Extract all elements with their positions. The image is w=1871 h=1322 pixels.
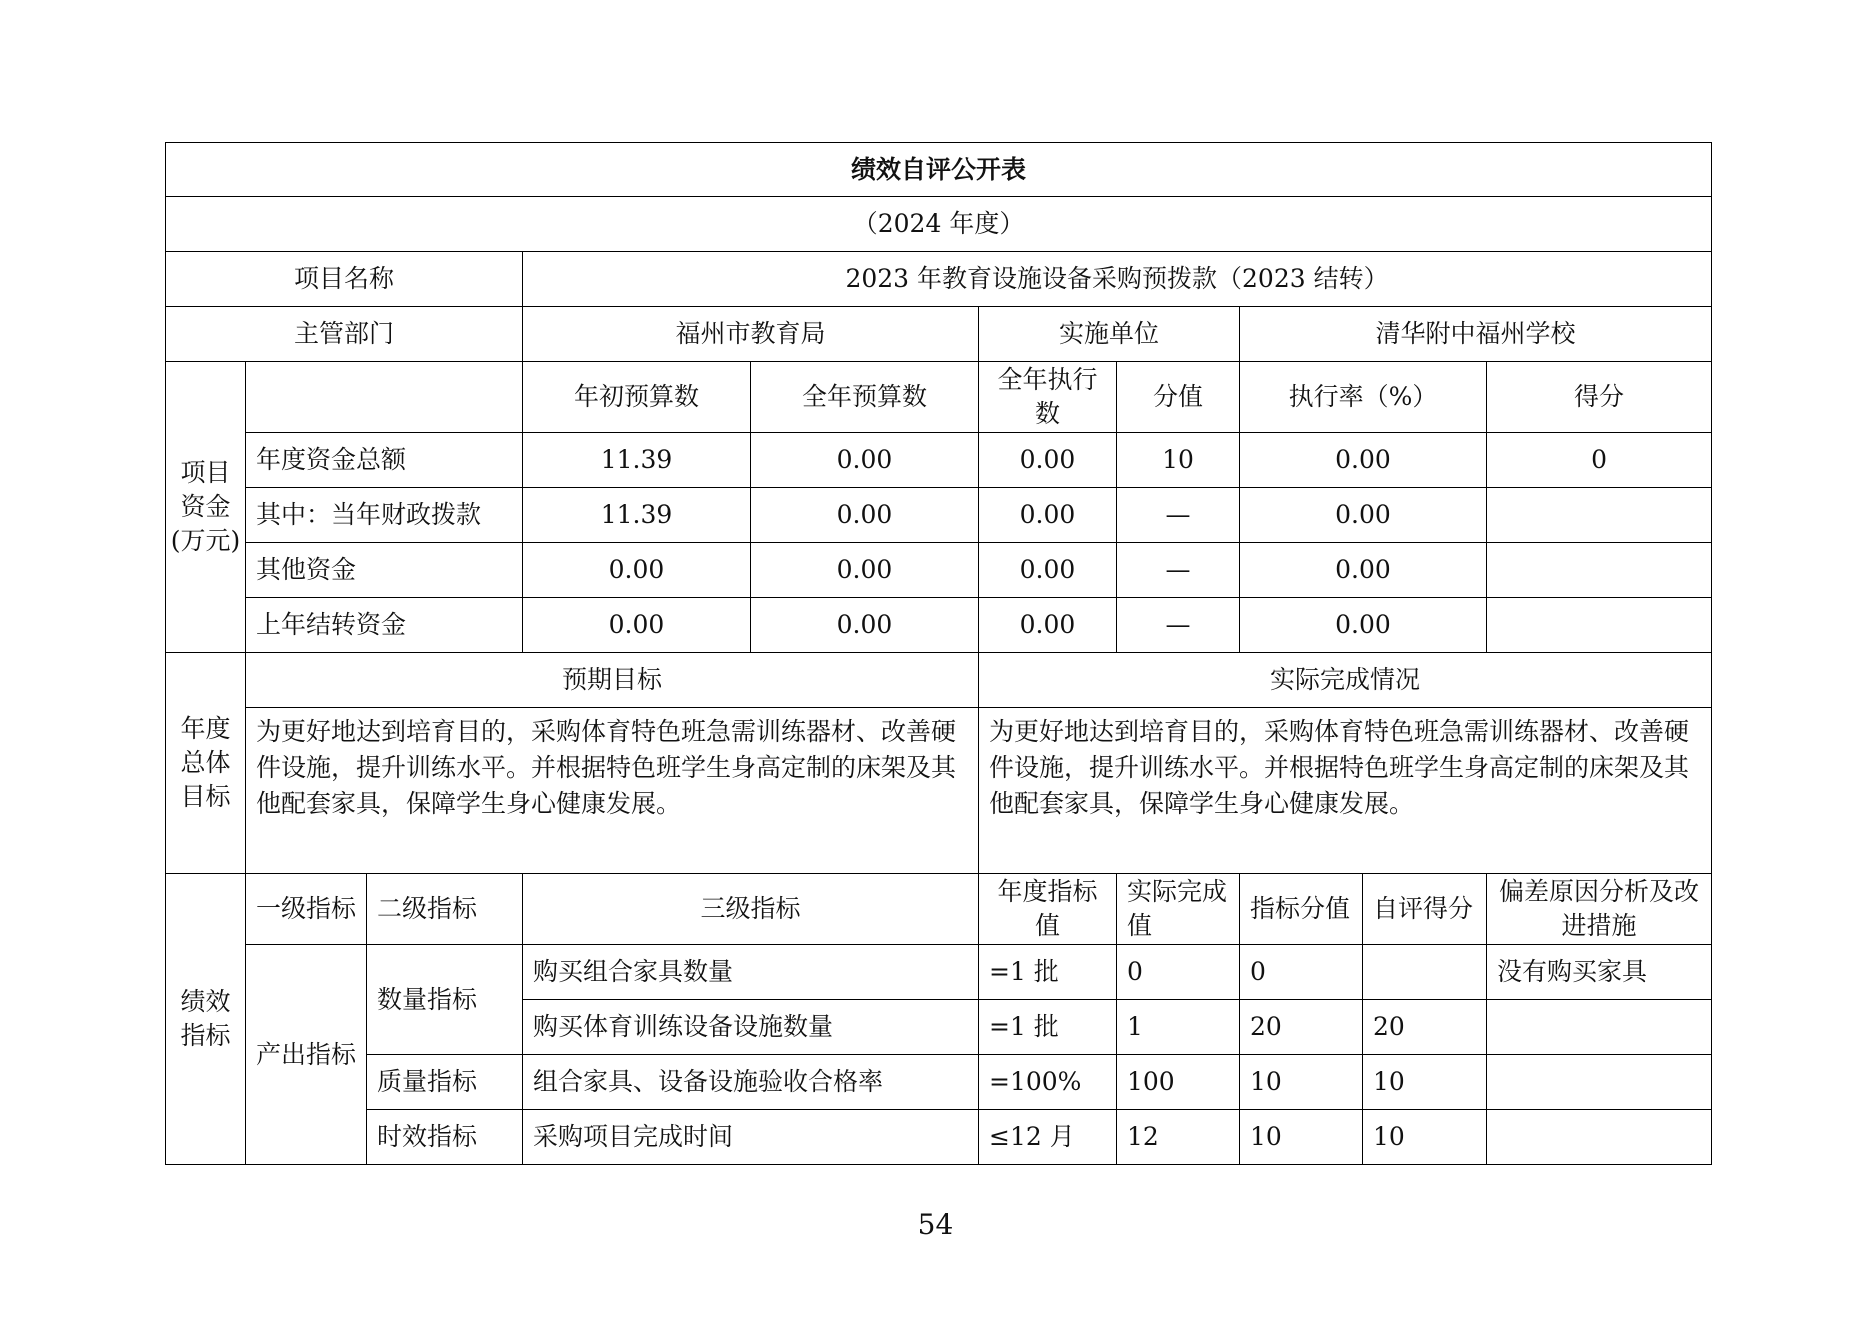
funds-header-blank (246, 362, 523, 433)
funds-cell: 0.00 (979, 598, 1117, 653)
funds-row-label: 年度资金总额 (246, 433, 523, 488)
funds-row (166, 543, 1712, 598)
goals-side-label: 年度总体目标 (166, 653, 246, 874)
expected-goal-header: 预期目标 (246, 653, 979, 708)
performance-table (165, 142, 1712, 1165)
funds-row-label: 上年结转资金 (246, 598, 523, 653)
funds-cell: 0.00 (751, 598, 979, 653)
indicator-header: 自评得分 (1363, 874, 1487, 945)
timeliness-indicator: 时效指标 (367, 1110, 523, 1165)
funds-cell: 11.39 (523, 433, 751, 488)
funds-row (166, 433, 1712, 488)
funds-side-label: 项目资金(万元) (166, 362, 246, 653)
project-name-value: 2023 年教育设施设备采购预拨款（2023 结转） (523, 252, 1712, 307)
funds-header: 分值 (1117, 362, 1240, 433)
funds-cell: 0.00 (1240, 598, 1487, 653)
level1-indicator: 产出指标 (246, 945, 367, 1165)
funds-header: 全年预算数 (751, 362, 979, 433)
expected-goal-text: 为更好地达到培育目的，采购体育特色班急需训练器材、改善硬件设施，提升训练水平。并根据特色班学生身高定制的床架及其他配套家具，保障学生身心健康发展。 (246, 708, 979, 874)
indicators-side-label: 绩效指标 (166, 874, 246, 1165)
funds-cell: 10 (1117, 433, 1240, 488)
funds-cell: 0.00 (751, 543, 979, 598)
indicator-header: 三级指标 (523, 874, 979, 945)
funds-cell: 0.00 (751, 488, 979, 543)
funds-row (166, 488, 1712, 543)
funds-cell: 0.00 (1240, 543, 1487, 598)
weight-value: 10 (1240, 1110, 1363, 1165)
funds-cell (1487, 488, 1712, 543)
funds-header: 年初预算数 (523, 362, 751, 433)
quality-indicator: 质量指标 (367, 1055, 523, 1110)
actual-value: 12 (1117, 1110, 1240, 1165)
funds-cell: — (1117, 598, 1240, 653)
indicator-row (166, 945, 1712, 1000)
target-value: =1 批 (979, 945, 1117, 1000)
target-value: =1 批 (979, 1000, 1117, 1055)
funds-cell: 0.00 (523, 598, 751, 653)
impl-value: 清华附中福州学校 (1240, 307, 1712, 362)
funds-cell: 0.00 (1240, 433, 1487, 488)
funds-cell: 11.39 (523, 488, 751, 543)
funds-cell: 0.00 (751, 433, 979, 488)
project-name-label: 项目名称 (166, 252, 523, 307)
actual-result-header: 实际完成情况 (979, 653, 1712, 708)
funds-cell: 0.00 (979, 488, 1117, 543)
funds-row (166, 598, 1712, 653)
funds-header: 全年执行数 (979, 362, 1117, 433)
deviation-note (1487, 1055, 1712, 1110)
table-title: 绩效自评公开表 (166, 143, 1712, 197)
indicator-header: 二级指标 (367, 874, 523, 945)
impl-label: 实施单位 (979, 307, 1240, 362)
target-value: ≤12 月 (979, 1110, 1117, 1165)
indicator-header: 指标分值 (1240, 874, 1363, 945)
funds-cell: 0.00 (979, 433, 1117, 488)
funds-cell (1487, 598, 1712, 653)
indicator-header: 实际完成值 (1117, 874, 1240, 945)
funds-header: 得分 (1487, 362, 1712, 433)
weight-value: 10 (1240, 1055, 1363, 1110)
indicator-header: 一级指标 (246, 874, 367, 945)
deviation-note (1487, 1000, 1712, 1055)
weight-value: 20 (1240, 1000, 1363, 1055)
target-value: =100% (979, 1055, 1117, 1110)
dept-value: 福州市教育局 (523, 307, 979, 362)
score-value: 10 (1363, 1110, 1487, 1165)
score-value: 10 (1363, 1055, 1487, 1110)
level3-indicator: 购买组合家具数量 (523, 945, 979, 1000)
funds-cell (1487, 543, 1712, 598)
indicator-header: 偏差原因分析及改进措施 (1487, 874, 1712, 945)
funds-cell: 0 (1487, 433, 1712, 488)
quantity-indicator: 数量指标 (367, 945, 523, 1055)
weight-value: 0 (1240, 945, 1363, 1000)
funds-row-label: 其他资金 (246, 543, 523, 598)
score-value (1363, 945, 1487, 1000)
dept-label: 主管部门 (166, 307, 523, 362)
level3-indicator: 采购项目完成时间 (523, 1110, 979, 1165)
funds-cell: 0.00 (1240, 488, 1487, 543)
funds-header: 执行率（%） (1240, 362, 1487, 433)
deviation-note: 没有购买家具 (1487, 945, 1712, 1000)
actual-value: 1 (1117, 1000, 1240, 1055)
level3-indicator: 组合家具、设备设施验收合格率 (523, 1055, 979, 1110)
indicator-row (166, 1110, 1712, 1165)
year-label: （2024 年度） (166, 197, 1712, 252)
indicator-row (166, 1055, 1712, 1110)
actual-value: 100 (1117, 1055, 1240, 1110)
funds-cell: — (1117, 488, 1240, 543)
indicator-header: 年度指标值 (979, 874, 1117, 945)
page-number: 54 (917, 1208, 954, 1241)
funds-cell: 0.00 (523, 543, 751, 598)
level3-indicator: 购买体育训练设备设施数量 (523, 1000, 979, 1055)
funds-cell: 0.00 (979, 543, 1117, 598)
funds-cell: — (1117, 543, 1240, 598)
actual-value: 0 (1117, 945, 1240, 1000)
deviation-note (1487, 1110, 1712, 1165)
actual-result-text: 为更好地达到培育目的，采购体育特色班急需训练器材、改善硬件设施，提升训练水平。并根据特色班学生身高定制的床架及其他配套家具，保障学生身心健康发展。 (979, 708, 1712, 874)
funds-row-label: 其中：当年财政拨款 (246, 488, 523, 543)
score-value: 20 (1363, 1000, 1487, 1055)
